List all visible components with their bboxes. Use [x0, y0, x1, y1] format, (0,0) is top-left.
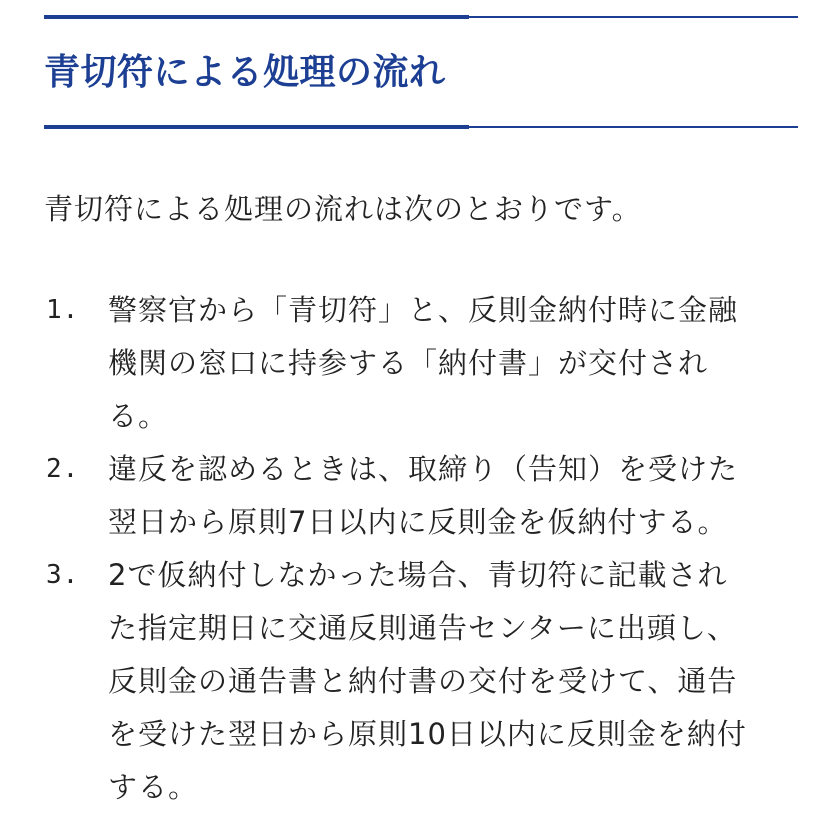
step-item-2 — [44, 443, 804, 549]
step-line: する。 — [108, 770, 199, 804]
rule-thick-segment — [44, 15, 469, 19]
step-number: 3. — [46, 560, 80, 590]
step-number: 1. — [46, 295, 80, 325]
rule-thin-segment — [469, 126, 798, 128]
section-title: 青切符による処理の流れ — [44, 52, 446, 93]
heading-top-rule — [44, 15, 798, 19]
step-line: 機関の窓口に持参する「納付書」が交付され — [108, 346, 709, 380]
intro-paragraph: 青切符による処理の流れは次のとおりです。 — [44, 192, 642, 226]
step-item-3 — [44, 549, 804, 814]
step-line: 違反を認めるときは、取締り（告知）を受けた — [108, 452, 739, 486]
step-text — [108, 443, 804, 549]
step-text — [108, 284, 804, 443]
step-line: た指定期日に交通反則通告センターに出頭し、 — [108, 611, 737, 645]
process-steps-list — [44, 284, 804, 814]
step-line: 2で仮納付しなかった場合、青切符に記載され — [108, 558, 728, 592]
step-line: 翌日から原則7日以内に反則金を仮納付する。 — [108, 505, 728, 539]
rule-thin-segment — [469, 16, 798, 18]
rule-thick-segment — [44, 125, 469, 129]
step-line: 反則金の通告書と納付書の交付を受けて、通告 — [108, 664, 738, 698]
step-item-1 — [44, 284, 804, 443]
step-line: 警察官から「青切符」と、反則金納付時に金融 — [108, 293, 739, 327]
step-line: る。 — [108, 399, 169, 433]
step-text — [108, 549, 804, 814]
heading-bottom-rule — [44, 125, 798, 129]
step-line: を受けた翌日から原則10日以内に反則金を納付 — [108, 717, 747, 751]
step-number: 2. — [46, 454, 80, 484]
